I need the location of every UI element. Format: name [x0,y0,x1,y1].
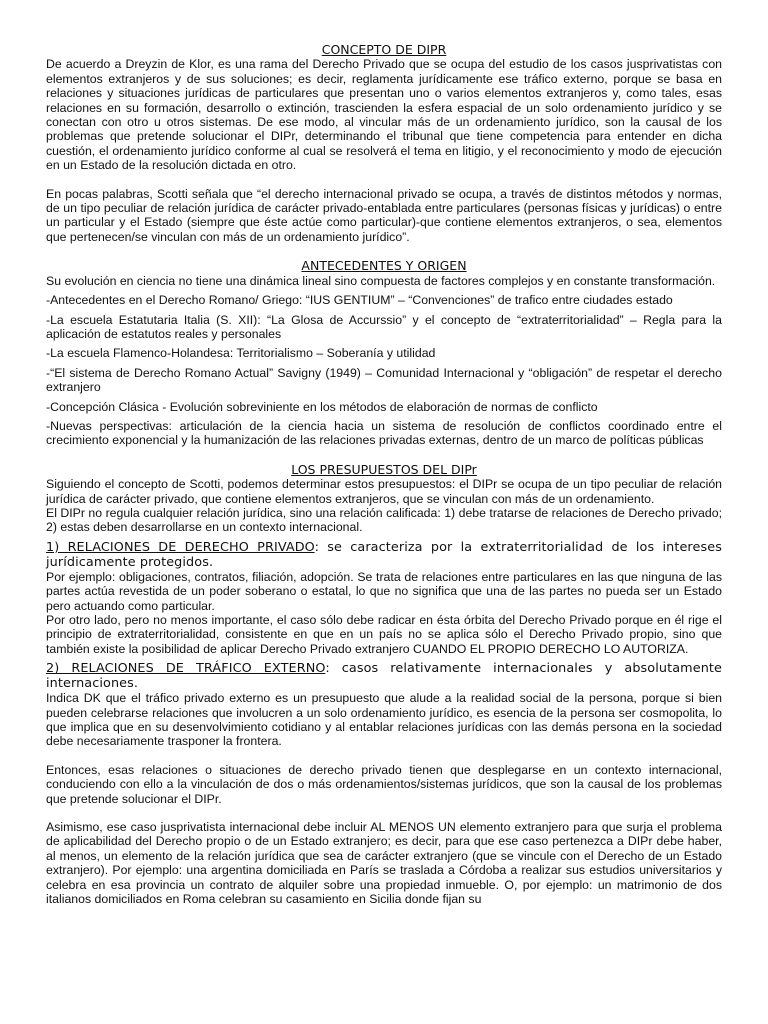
subheading-text: : casos relativamente internacionales y absolutamente internaciones. [46,661,723,692]
section-presupuestos [46,462,722,477]
subheading-label: 1) RELACIONES DE DERECHO PRIVADO [46,539,315,555]
paragraph: El DIPr no regula cualquier relación jurídica, sino una relación calificada: 1) debe tratarse de relaciones de Derecho privado; 2) estas deben desarrollarse en un contexto internacional. [46,505,722,535]
paragraph: Indica DK que el tráfico privado externo es un presupuesto que alude a la realidad social de la persona, porque si bien pueden celebrarse relaciones que involucren a un solo ordenamiento jurídico, es esencia de la persona ser cosmopolita, lo que implica que en su desenvolvimiento cotidiano y al entablar relaciones jurídicas con las demás persona en la sociedad debe necesariamente trasponer la frontera. [46,691,722,749]
subheading-trafico-externo [46,661,722,691]
list-item: -La escuela Flamenco-Holandesa: Territorialismo – Soberanía y utilidad [46,346,436,361]
paragraph: Entonces, esas relaciones o situaciones de derecho privado tienen que desplegarse en un contexto internacional, conduciendo con ello a la vinculación de dos o más ordenamientos/sistemas jurídicos, que son la causal de los problemas que pretende solucionar el DIPr. [46,762,722,806]
subheading-derecho-privado [46,540,722,570]
paragraph: Asimismo, ese caso jusprivatista internacional debe incluir AL MENOS UN elemento extranjero para que surja el problema de aplicabilidad del Derecho propio o de un Estado extranjero; es decir, para que ese caso pertenezca a DIPr debe haber, al menos, un elemento de la relación jurídica que sea de carácter extranjero (que se vincule con el Derecho de un Estado extranjero). Por ejemplo: una argentina domiciliada en París se traslada a Córdoba a realizar sus estudios universitarios y celebra en esa provincia un contrato de alquiler sobre una propiedad inmueble. O, por ejemplo: un matrimonio de dos italianos domiciliados en Roma celebran su casamiento en Sicilia donde fijan su [46,820,722,907]
section-antecedentes [46,258,722,273]
list-item: -Concepción Clásica - Evolución sobreviniente en los métodos de elaboración de normas de conflicto [46,399,598,414]
subheading-label: 2) RELACIONES DE TRÁFICO EXTERNO [46,661,326,677]
paragraph: Por otro lado, pero no menos importante, el caso sólo debe radicar en ésta órbita del Derecho Privado porque en él rige el principio de extraterritorialidad, consistente en que en un país no se aplica sólo el Derecho Privado propio, sino que también existe la posibilidad de aplicar Derecho Privado extranjero CUANDO EL PROPIO DERECHO LO AUTORIZA. [46,613,722,656]
document-page [46,42,722,907]
list-item: -Antecedentes en el Derecho Romano/ Griego: “IUS GENTIUM” – “Convenciones” de trafico entre ciudades estado [46,293,673,308]
list-item: -La escuela Estatutaria Italia (S. XII): “La Glosa de Accurssio” y el concepto de “extraterritorialidad” – Regla para la aplicación de estatutos reales y personales [46,312,722,341]
subheading-text: : se caracteriza por la extraterritorialidad de los intereses jurídicamente protegidos. [46,539,722,570]
list-item: -“El sistema de Derecho Romano Actual” Savigny (1949) – Comunidad Internacional y “obligación” de respetar el derecho extranjero [46,365,722,395]
paragraph: Su evolución en ciencia no tiene una dinámica lineal sino compuesta de factores complejos y en constante transformación. [46,273,716,288]
section-title: CONCEPTO DE DIPR [321,42,447,57]
section-concepto [46,42,722,57]
paragraph: En pocas palabras, Scotti señala que “el derecho internacional privado se ocupa, a través de distintos métodos y normas, de un tipo peculiar de relación jurídica de carácter privado-entablada entre particulares (personas físicas y jurídicas) o entre un particular y el Estado (siempre que éste actúe como particular)-que contiene elementos extranjeros, o sea, elementos que pertenecen/se vinculan con más de un ordenamiento jurídico”. [46,186,722,244]
section-title: ANTECEDENTES Y ORIGEN [301,258,467,274]
section-title: LOS PRESUPUESTOS DEL DIPr [291,461,477,477]
paragraph: Siguiendo el concepto de Scotti, podemos determinar estos presupuestos: el DIPr se ocupa de un tipo peculiar de relación jurídica de carácter privado, que contiene elementos extranjeros, que se vinculan con más de un ordenamiento. [46,477,722,506]
paragraph: Por ejemplo: obligaciones, contratos, filiación, adopción. Se trata de relaciones entre particulares en las que ninguna de las partes actúa revestida de un poder soberano o estatal, lo que no significa que una de las partes no pueda ser un Estado pero actuando como particular. [46,569,722,613]
list-item: -Nuevas perspectivas: articulación de la ciencia hacia un sistema de resolución de conflictos coordinado entre el crecimiento exponencial y la humanización de las relaciones privadas externas, dentro de un marco de políticas públicas [46,418,722,448]
paragraph: De acuerdo a Dreyzin de Klor, es una rama del Derecho Privado que se ocupa del estudio de los casos jusprivatistas con elementos extranjeros y de sus soluciones; es decir, reglamenta jurídicamente ese tráfico externo, porque se basa en relaciones y situaciones jurídicas de particulares que presentan uno o varios elementos extranjeros y, como tales, esas relaciones en su formación, desarrollo o extinción, trascienden la esfera espacial de un solo ordenamiento jurídico y se conectan con otro u otros sistemas. De ese modo, al vincular más de un ordenamiento jurídico, son la causal de los problemas que pretende solucionar el DIPr, determinando el tribunal que tiene competencia para entender en dicha cuestión, el ordenamiento jurídico conforme al cual se resolverá el tema en litigio, y el reconocimiento y modo de ejecución en un Estado de la resolución dictada en otro. [46,57,722,173]
